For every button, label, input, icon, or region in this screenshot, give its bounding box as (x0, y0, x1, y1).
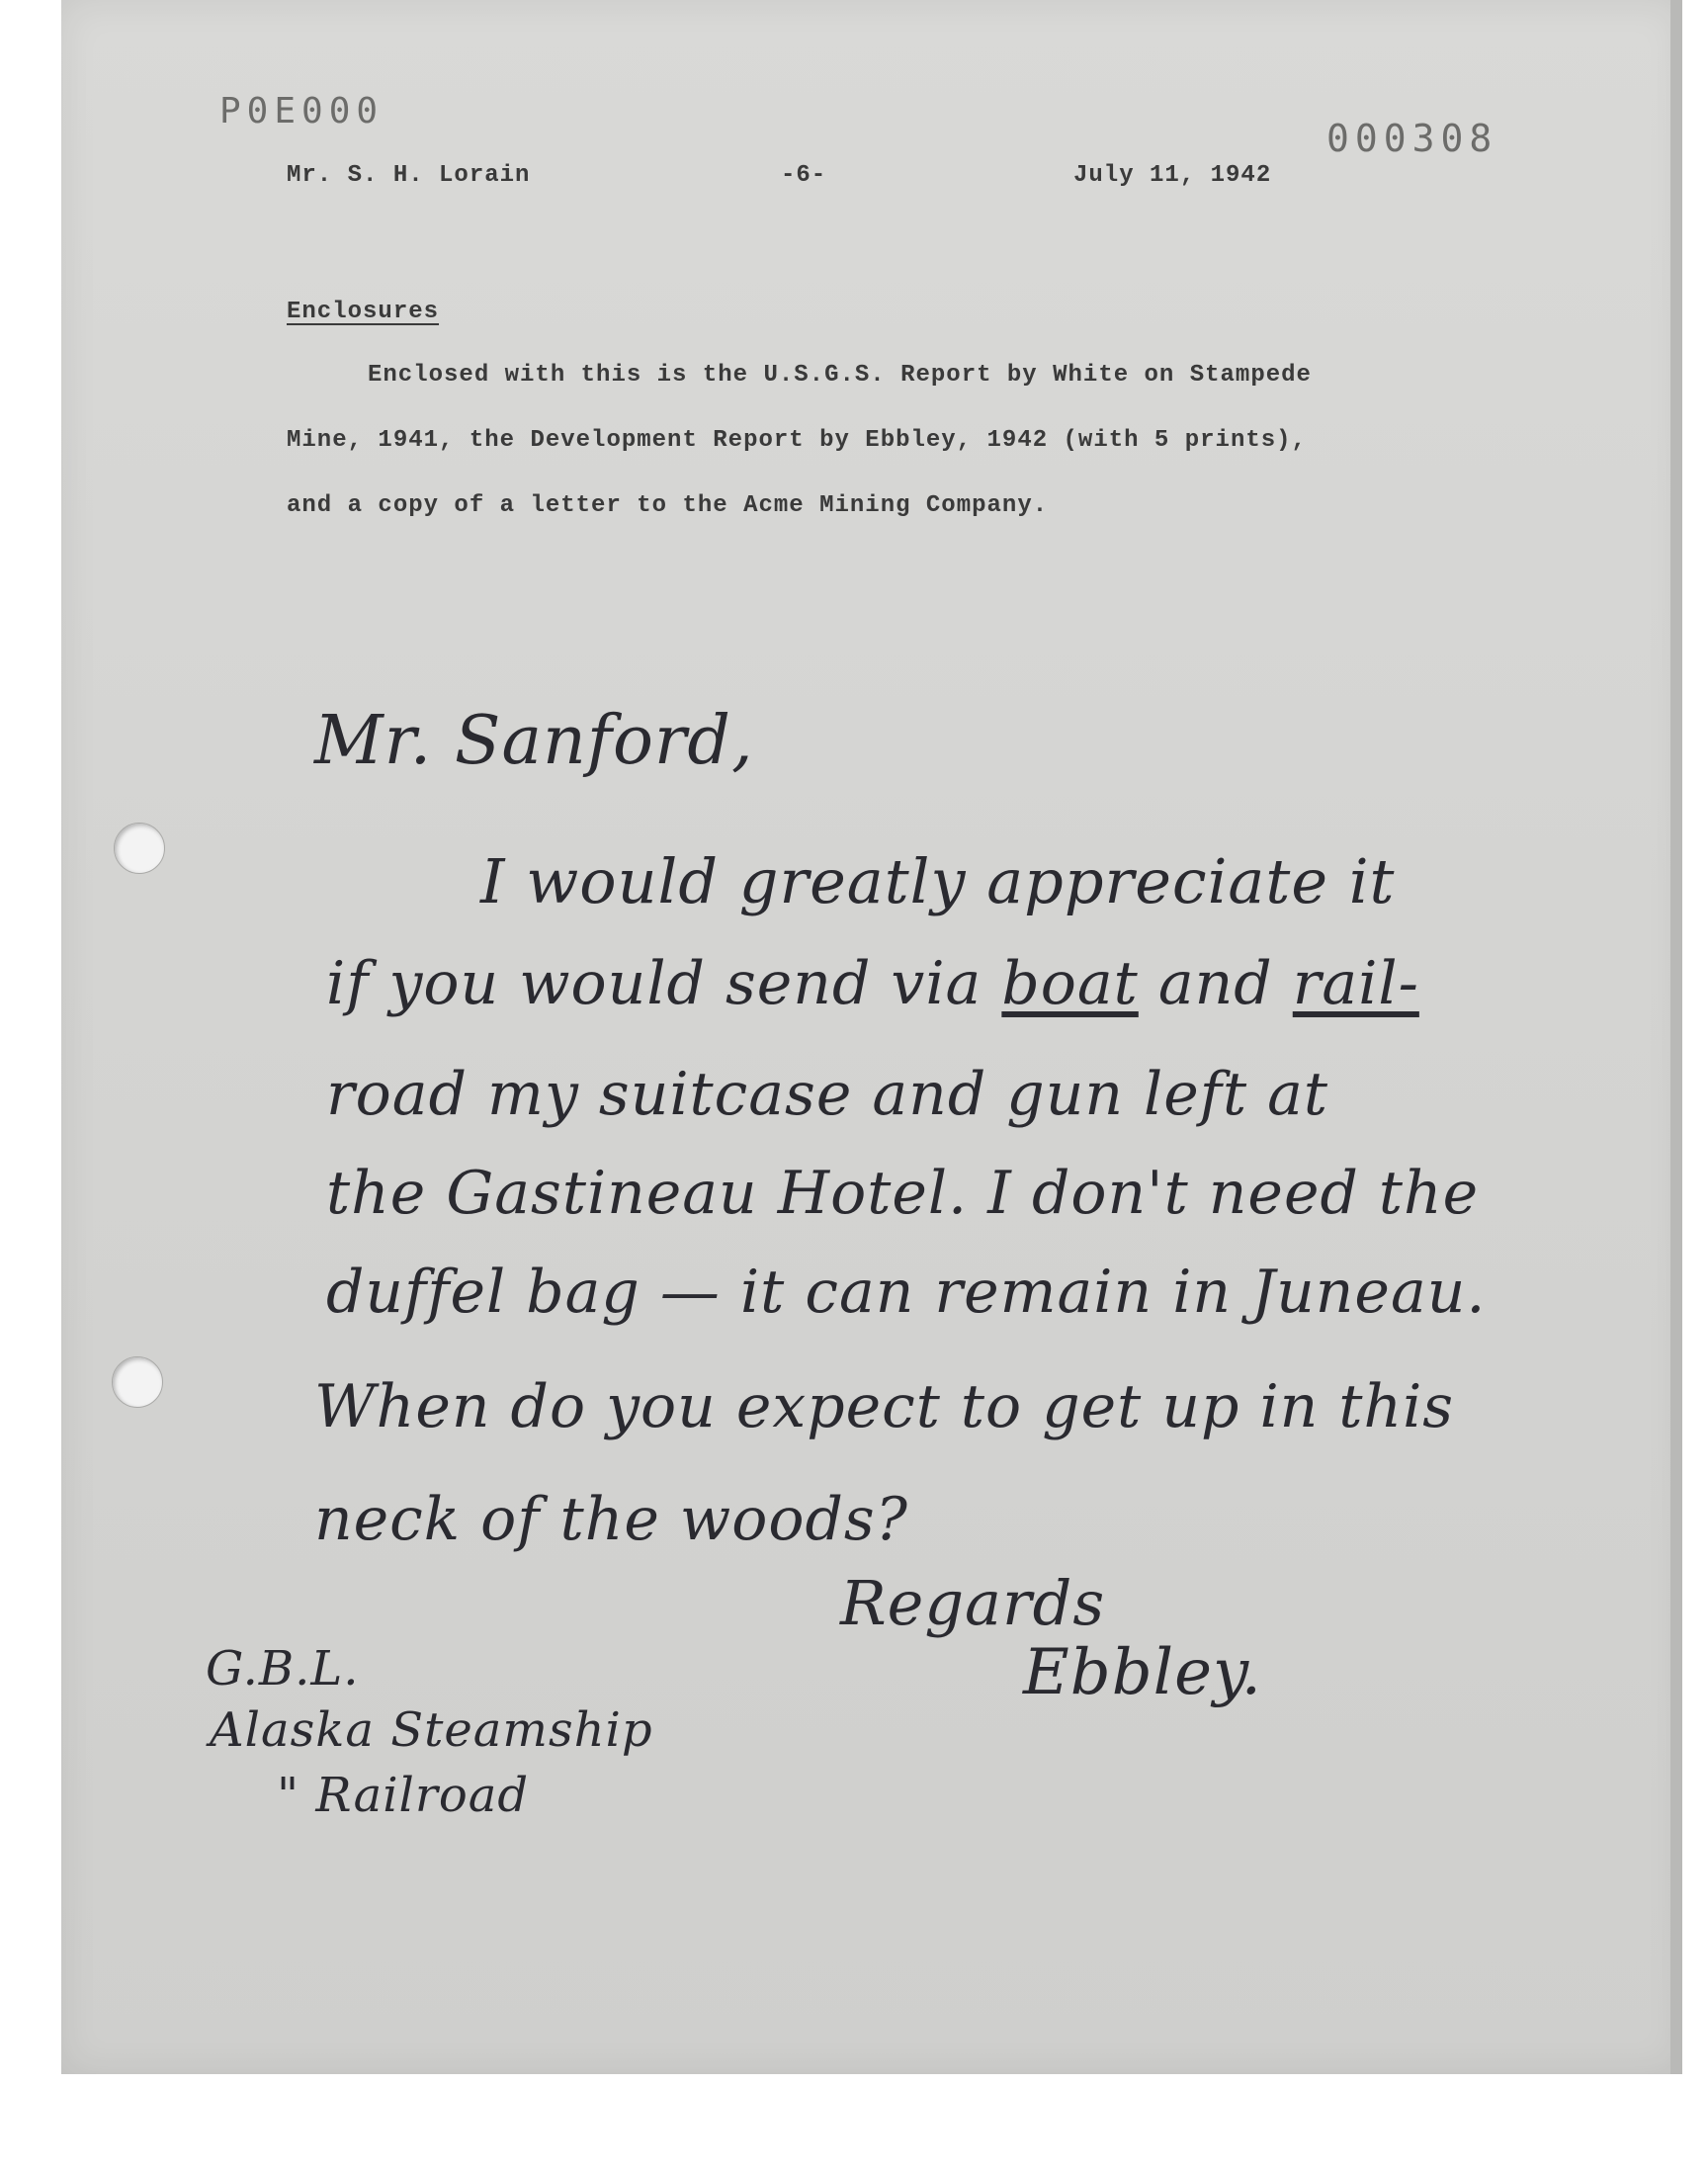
punch-hole-upper (114, 823, 165, 874)
margin-note-line-2: Alaska Steamship (210, 1702, 653, 1758)
enclosures-line-2: Mine, 1941, the Development Report by Ebbley, 1942 (with 5 prints), (287, 427, 1307, 454)
note-salutation: Mr. Sanford, (314, 702, 754, 780)
enclosures-line-1: Enclosed with this is the U.S.G.S. Report by White on Stampede (368, 362, 1312, 389)
note-closing: Regards (840, 1567, 1106, 1639)
margin-note-initials: G.B.L. (206, 1641, 360, 1696)
page-marker: -6- (781, 162, 827, 189)
punch-hole-lower (112, 1356, 163, 1408)
enclosures-heading: Enclosures (287, 299, 440, 325)
addressee: Mr. S. H. Lorain (287, 162, 531, 189)
note-line-6: When do you expect to get up in this (314, 1372, 1455, 1441)
note-signature: Ebbley. (1023, 1636, 1262, 1709)
note-line-3: road my suitcase and gun left at (326, 1060, 1329, 1129)
note-line-4: the Gastineau Hotel. I don't need the (326, 1159, 1480, 1228)
page-edge-shadow (1670, 0, 1682, 2074)
note-line-2 (326, 949, 1419, 1018)
note-word-boat: boat (1001, 949, 1139, 1018)
left-stamp-code: P0E000 (219, 91, 384, 131)
note-line-7: neck of the woods? (314, 1485, 908, 1554)
note-line-2-start: if you would send via (326, 949, 1002, 1018)
margin-note-line-3: " Railroad (277, 1768, 530, 1823)
note-line-2-mid: and (1138, 949, 1293, 1018)
note-word-rail: rail- (1292, 949, 1419, 1018)
note-line-1: I would greatly appreciate it (480, 845, 1396, 917)
enclosures-line-3: and a copy of a letter to the Acme Mining Company. (287, 492, 1049, 519)
page-number-stamp: 000308 (1326, 117, 1498, 160)
note-line-5: duffel bag — it can remain in Juneau. (326, 1258, 1487, 1327)
letter-date: July 11, 1942 (1073, 162, 1272, 189)
